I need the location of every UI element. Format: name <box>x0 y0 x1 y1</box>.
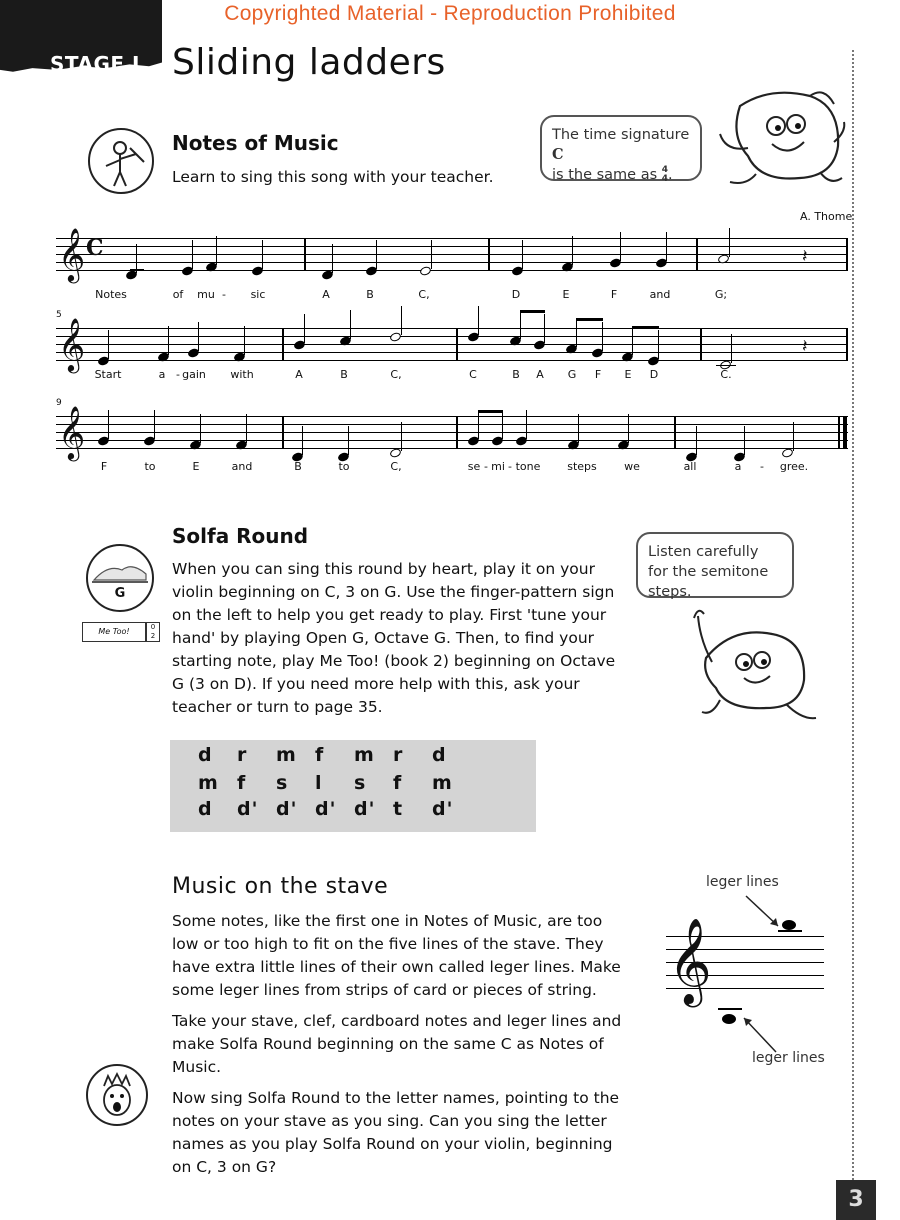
time-fraction-bottom: 4 <box>661 174 669 184</box>
notes-of-music-heading: Notes of Music <box>172 131 339 155</box>
staff-3-lyrics: F to E and B to C, se - mi - tone steps we all a - gree. <box>100 460 809 473</box>
leger-lines-label-bottom: leger lines <box>752 1050 825 1066</box>
time-fraction <box>662 166 668 184</box>
sing-face-icon <box>86 1064 148 1126</box>
stave-text <box>172 910 626 1187</box>
time-signature-bubble: The time signature C is the same as 4 4 . <box>540 115 702 181</box>
treble-clef-icon: 𝄞 <box>58 405 86 459</box>
finger-pattern-icon <box>86 544 154 612</box>
stave-paragraph-3: Now sing Solfa Round to the letter names, pointing to the notes on your stave as you sing. Can you sing the letter names as you play Solfa Round on your violin, beginning on C, 3 on G? <box>172 1089 620 1176</box>
stage-label: STAGE I <box>50 52 140 76</box>
composer-credit: A. Thome <box>800 210 853 223</box>
watermark: Copyrighted Material - Reproduction Prohibited <box>224 2 676 25</box>
solfa-row-3: d d' d' d' d' t d' <box>198 798 454 820</box>
treble-clef-icon: 𝄞 <box>58 227 86 281</box>
arrow-icon <box>740 894 790 934</box>
stave-paragraph-2: Take your stave, clef, cardboard notes and leger lines and make Solfa Round beginning on the same C as Notes of Music. <box>172 1012 622 1076</box>
solfa-grid <box>170 740 536 832</box>
pointing-character-icon <box>676 600 826 732</box>
staff-1-lyrics: Notes of mu - sic A B C, D E F and G; <box>95 288 728 301</box>
solfa-row-1: d r m f m r d <box>198 744 447 766</box>
bubble-text-1: The time signature <box>552 127 690 143</box>
cartoon-character-icon <box>700 86 850 196</box>
treble-clef-icon: 𝄞 <box>668 918 712 1004</box>
page-title: Sliding ladders <box>172 42 446 83</box>
bubble-text-2: is the same as <box>552 167 658 183</box>
stage-tab <box>0 0 162 92</box>
time-fraction-top: 4 <box>661 165 669 175</box>
right-margin-rule <box>852 50 854 1180</box>
semitone-bubble: Listen carefully for the semitone steps. <box>636 532 794 598</box>
finger-pattern-letter: G <box>114 586 126 601</box>
common-time-sign: C <box>86 235 104 261</box>
common-time-symbol: C <box>552 146 564 163</box>
measure-number-5: 5 <box>56 310 62 320</box>
measure-number-9: 9 <box>56 398 62 408</box>
staff-1: 𝄞 C 𝄽 <box>56 238 848 272</box>
stave-paragraph-1: Some notes, like the first one in Notes of Music, are too low or too high to fit on the five lines of the stave. They have extra little lines of their own called leger lines. Make some leger lines from strips of card or pieces of string. <box>172 912 621 999</box>
page-number: 3 <box>836 1180 876 1220</box>
solfa-round-heading: Solfa Round <box>172 524 309 548</box>
music-on-stave-heading: Music on the stave <box>172 874 389 899</box>
solfa-round-paragraph: When you can sing this round by heart, play it on your violin beginning on C, 3 on G. Use the finger-pattern sign on the left to help you get ready to play. First 'tune your hand' by playing Open G, Octave G. Then, to find your starting note, play Me Too! (book 2) beginning on Octave G (3 on D). If you need more help with this, ask your teacher or turn to page 35. <box>172 560 616 716</box>
treble-clef-icon: 𝄞 <box>58 317 86 371</box>
staff-2-lyrics: Start a - gain with A B C, C B A G F E D C. <box>94 368 732 381</box>
leger-lines-label-top: leger lines <box>706 874 779 890</box>
staff-3 <box>56 405 848 459</box>
staff-2: 𝄞 𝄽 <box>56 328 848 362</box>
solfa-row-2: m f s l s f m <box>198 772 453 794</box>
leger-lines-diagram <box>666 918 824 1004</box>
me-too-numbers: 0 2 <box>146 622 160 642</box>
me-too-tag: Me Too! <box>82 622 146 642</box>
singer-icon <box>88 128 154 194</box>
notes-of-music-instruction: Learn to sing this song with your teacher. <box>172 168 494 186</box>
